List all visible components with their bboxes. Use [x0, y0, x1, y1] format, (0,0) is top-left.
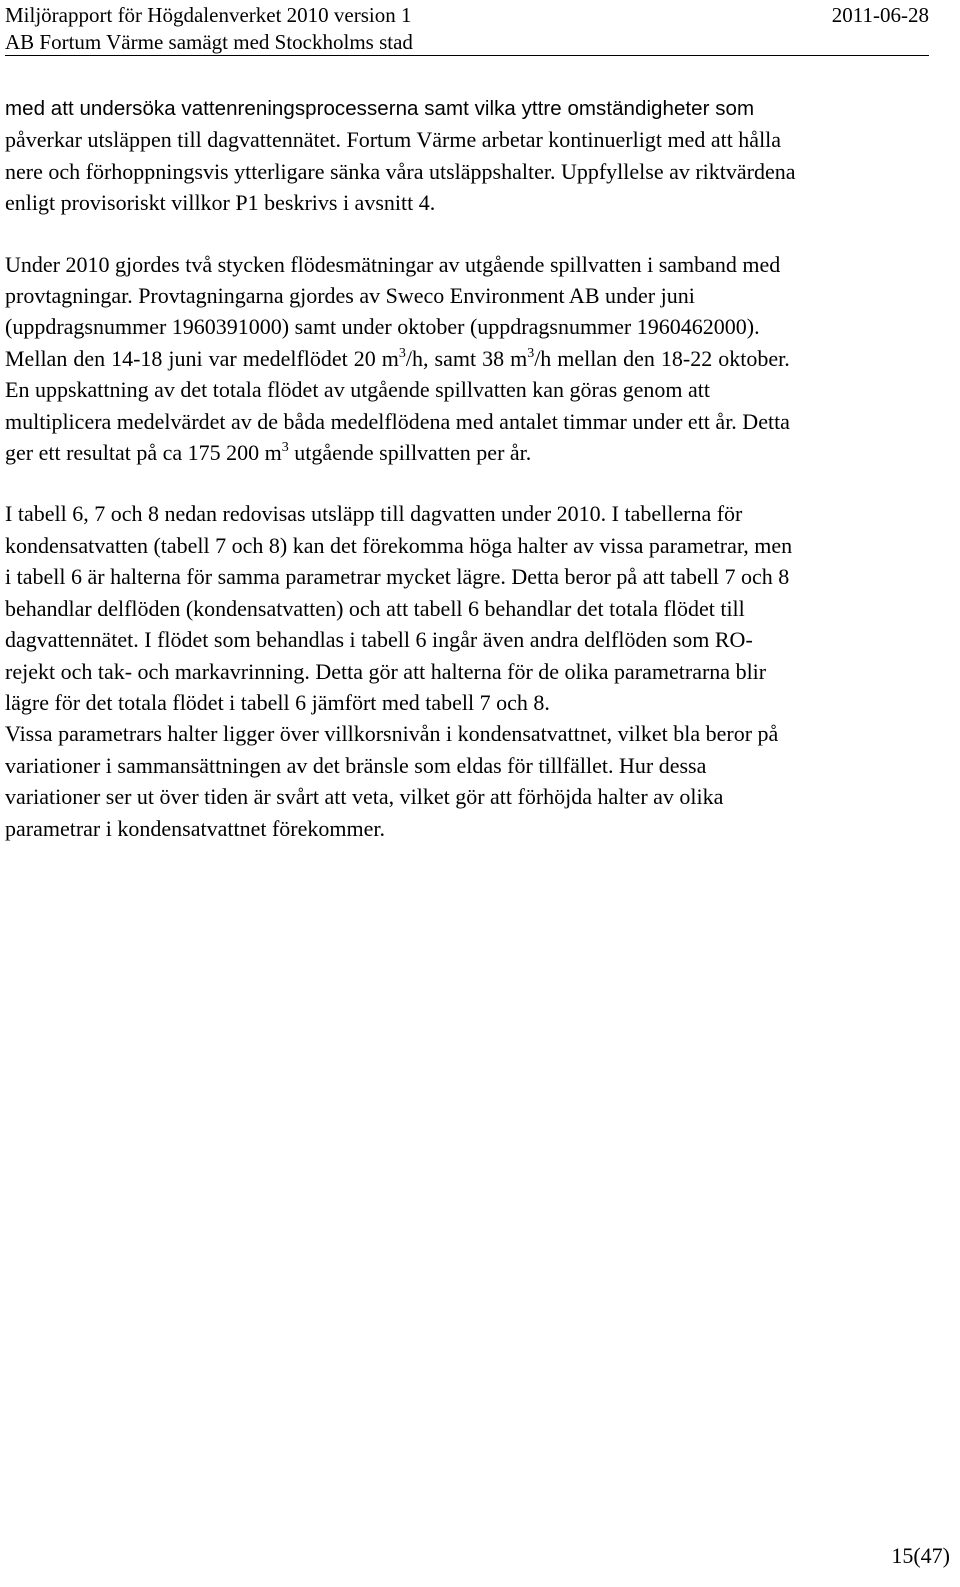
superscript: 3	[398, 345, 406, 361]
header-row-bottom	[5, 29, 929, 56]
text-fragment: utgående spillvatten per år.	[288, 440, 532, 466]
text-line: behandlar delflöden (kondensatvatten) och att tabell 6 behandlar det totala flödet till	[5, 595, 745, 621]
page-number: 15(47)	[891, 1543, 950, 1568]
report-date: 2011-06-28	[831, 3, 929, 27]
paragraph-tables-summary	[5, 498, 935, 843]
text-line: kondensatvatten (tabell 7 och 8) kan det förekomma höga halter av vissa parametrar, men	[5, 532, 793, 558]
text-line-flow-rates	[5, 343, 935, 374]
superscript: 3	[281, 440, 289, 456]
text-line: enligt provisoriskt villkor P1 beskrivs i avsnitt 4.	[5, 190, 436, 216]
paragraph-flow-measurements	[5, 249, 935, 469]
text-line: med att undersöka vattenreningsprocesserna samt vilka yttre omständigheter som	[5, 97, 755, 120]
superscript: 3	[527, 345, 535, 361]
text-line: lägre för det totala flödet i tabell 6 jämfört med tabell 7 och 8.	[5, 689, 550, 715]
text-fragment: /h mellan den 18-22 oktober.	[534, 345, 790, 371]
text-line: variationer ser ut över tiden är svårt att veta, vilket gör att förhöjda halter av olika	[5, 784, 724, 810]
header-divider	[5, 55, 929, 56]
text-fragment: ger ett resultat på ca 175 200 m	[5, 440, 282, 466]
text-line: multiplicera medelvärdet av de båda medelflödena med antalet timmar under ett år. Detta	[5, 408, 790, 434]
text-line: I tabell 6, 7 och 8 nedan redovisas utsläpp till dagvatten under 2010. I tabellerna för	[5, 501, 743, 527]
paragraph-water-treatment	[5, 93, 935, 219]
text-line: nere och förhoppningsvis ytterligare sänka våra utsläppshalter. Uppfyllelse av riktvärdena	[5, 158, 796, 184]
header-row-top	[5, 2, 929, 29]
document-body	[5, 93, 935, 844]
page-header	[5, 2, 929, 56]
text-line: i tabell 6 är halterna för samma parametrar mycket lägre. Detta beror på att tabell 7 och 8	[5, 564, 790, 590]
text-line: Vissa parametrars halter ligger över villkorsnivån i kondensatvattnet, vilket bla beror på	[5, 721, 779, 747]
text-fragment: /h, samt 38 m	[405, 345, 528, 371]
text-line-annual-volume	[5, 437, 935, 468]
report-title: Miljörapport för Högdalenverket 2010 version 1	[5, 3, 412, 27]
text-line: rejekt och tak- och markavrinning. Detta gör att halterna för de olika parametrarna blir	[5, 658, 767, 684]
text-line: provtagningar. Provtagningarna gjordes av Sweco Environment AB under juni	[5, 283, 695, 309]
text-line: parametrar i kondensatvattnet förekommer.	[5, 815, 385, 841]
report-owner: AB Fortum Värme samägt med Stockholms stad	[5, 30, 413, 54]
text-line: Under 2010 gjordes två stycken flödesmätningar av utgående spillvatten i samband med	[5, 251, 781, 277]
text-line: En uppskattning av det totala flödet av utgående spillvatten kan göras genom att	[5, 377, 711, 403]
text-line: (uppdragsnummer 1960391000) samt under oktober (uppdragsnummer 1960462000).	[5, 314, 760, 340]
text-line: variationer i sammansättningen av det bränsle som eldas för tillfället. Hur dessa	[5, 752, 707, 778]
text-line: dagvattennätet. I flödet som behandlas i tabell 6 ingår även andra delflöden som RO-	[5, 627, 753, 653]
text-fragment: Mellan den 14-18 juni var medelflödet 20 m	[5, 345, 399, 371]
text-line: påverkar utsläppen till dagvattennätet. Fortum Värme arbetar kontinuerligt med att hålla	[5, 127, 782, 153]
